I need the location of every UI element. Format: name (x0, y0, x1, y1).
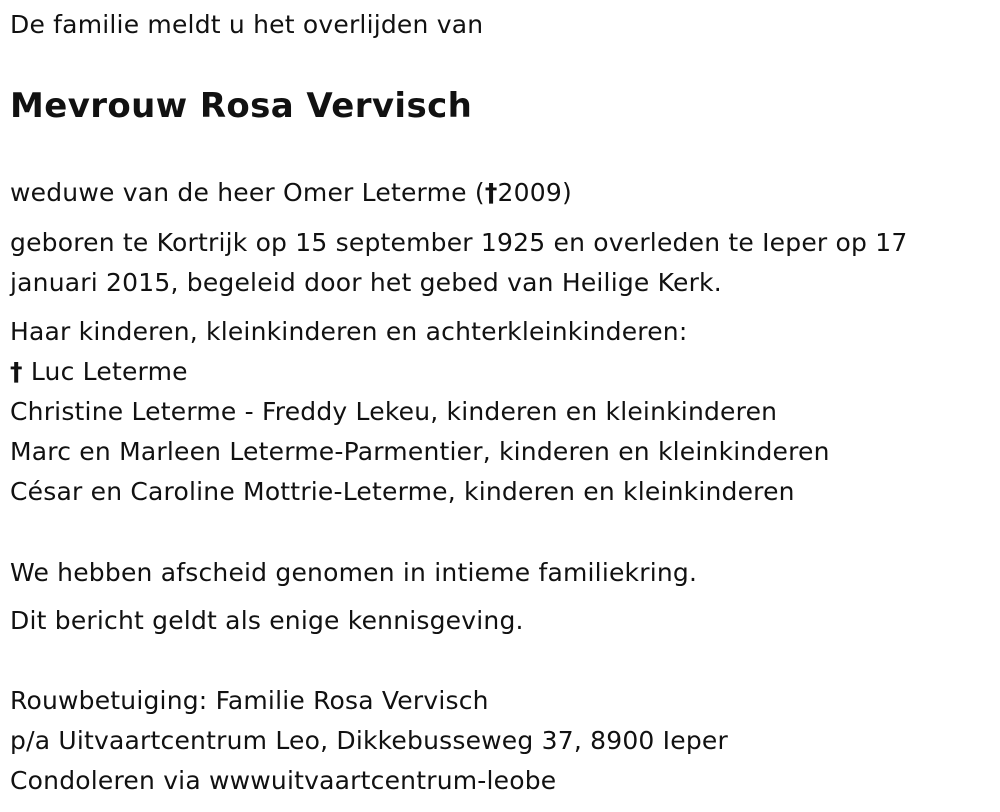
birth-death-line-1: geboren te Kortrijk op 15 september 1925 en overleden te Ieper op 17 (10, 228, 908, 257)
deceased-name: Mevrouw Rosa Vervisch (10, 86, 473, 126)
deceased-child-name: Luc Leterme (22, 357, 188, 386)
family-heading: Haar kinderen, kleinkinderen en achterkleinkinderen: (10, 317, 688, 346)
farewell-text: We hebben afscheid genomen in intieme familiekring. (10, 558, 698, 587)
intro-text: De familie meldt u het overlijden van (10, 10, 484, 39)
birth-death-line-2: januari 2015, begeleid door het gebed van Heilige Kerk. (10, 268, 722, 297)
condolence-care-of: p/a Uitvaartcentrum Leo, Dikkebusseweg 37, 8900 Ieper (10, 726, 728, 755)
condolence-address: Rouwbetuiging: Familie Rosa Vervisch (10, 686, 489, 715)
widow-of-year: 2009) (497, 178, 572, 207)
cross-icon: † (10, 357, 23, 386)
cross-icon: † (484, 178, 498, 207)
widow-of-line (10, 178, 572, 208)
family-member: César en Caroline Mottrie-Leterme, kinderen en kleinkinderen (10, 477, 795, 506)
deceased-child-line (10, 357, 188, 387)
widow-of-prefix: weduwe van de heer Omer Leterme ( (10, 178, 485, 207)
notice-text: Dit bericht geldt als enige kennisgeving. (10, 606, 524, 635)
condolence-online: Condoleren via wwwuitvaartcentrum-leobe (10, 766, 557, 795)
family-member: Christine Leterme - Freddy Lekeu, kinderen en kleinkinderen (10, 397, 778, 426)
family-member: Marc en Marleen Leterme-Parmentier, kinderen en kleinkinderen (10, 437, 830, 466)
